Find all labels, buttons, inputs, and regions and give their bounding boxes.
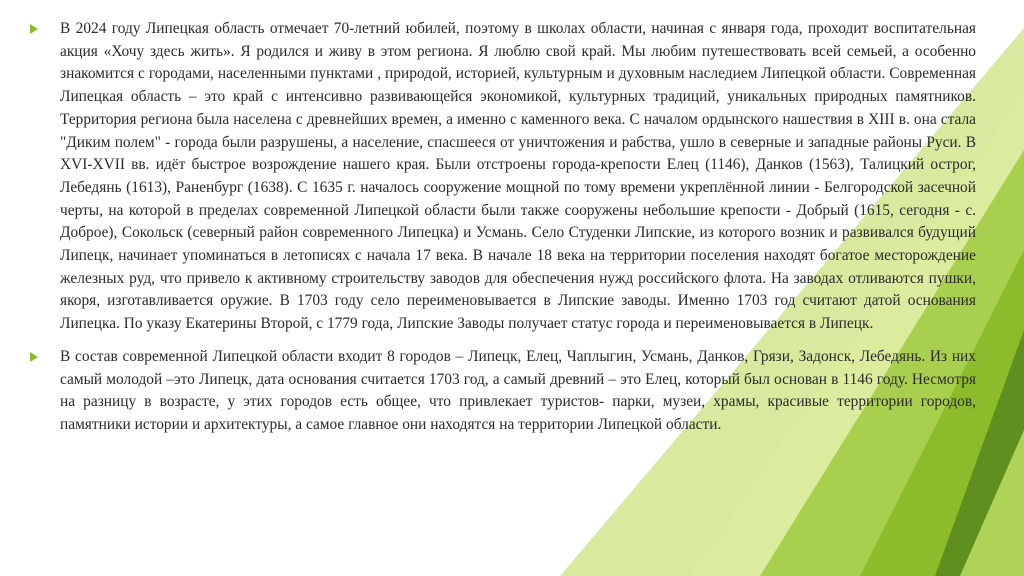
paragraph-cities: [30, 346, 976, 437]
paragraph-history: [30, 18, 976, 336]
paragraph-history-text: В 2024 году Липецкая область отмечает 70-летний юбилей, поэтому в школах области, начиная с января года, проходит воспитательная акция «Хочу здесь жить». Я родился и живу в этом регионa. Я люблю свой край. Мы любим путешествовать всей семьей, а особенно знакомится с городами, населенными пунктами , природой, историей, культурным и духовным наследием Липецкой области. Современная Липецкая область – это край с интенсивно развивающейся экономикой, культурных традиций, уникальных природных памятников. Территория региона была населена с древнейших времен, а именно с каменного века. С началом ордынского нашествия в XIII в. она стала "Диким полем" - города были разрушены, а население, спасшееся от уничтожения и рабства, ушло в северные и западные районы Руси. В XVI-XVII вв. идёт быстрое возрождение нашего края. Были отстроены города-крепости Елец (1146), Данков (1563), Талицкий острог, Лебедянь (1613), Раненбург (1638). С 1635 г. началось сооружение мощной по тому времени укреплённой линии - Белгородской засечной черты, на которой в пределах современной Липецкой области были также сооружены небольшие крепости - Добрый (1615, сегодня - с. Доброе), Сокольск (северный район современного Липецка) и Усмань. Село Студенки Липские, из которого возник и развивался будущий Липецк, начинает упоминаться в летописях с начала 17 века. В начале 18 века на территории поселения находят богатое месторождение железных руд, что привело к активному строительству заводов для обеспечения нужд российского флота. На заводах отливаются пушки, якоря, изготавливается оружие. В 1703 году село переименовывается в Липские заводы. Именно 1703 год считают датой основания Липецка. По указу Екатерины Второй, с 1779 года, Липские Заводы получает статус города и переименовывается в Липецк.: [60, 20, 976, 333]
slide-text-body: [30, 18, 976, 447]
triangle-bullet-icon: [30, 352, 38, 362]
triangle-bullet-icon: [30, 24, 38, 34]
paragraph-cities-text: В состав современной Липецкой области входит 8 городов – Липецк, Елец, Чаплыгин, Усмань, Данков, Грязи, Задонск, Лебедянь. Из них самый молодой –это Липецк, дата основания считается 1703 год, а самый древний – это Елец, который был основан в 1146 году. Несмотря на разницу в возрасте, у этих городов есть общее, что привлекает туристов- парки, музеи, храмы, красивые территории городов, памятники истории и архитектуры, а самое главное они находятся на территории Липецкой области.: [60, 347, 976, 433]
